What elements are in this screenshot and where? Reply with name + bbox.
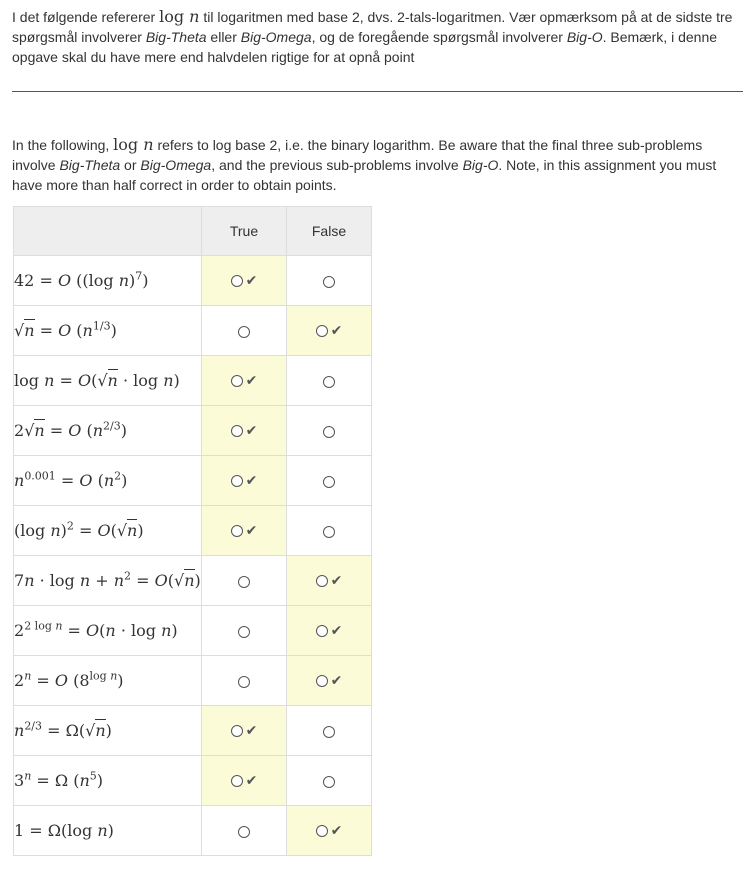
radio-icon[interactable] xyxy=(238,326,250,338)
question-cell xyxy=(14,456,202,506)
radio-icon[interactable] xyxy=(238,676,250,688)
intro-english xyxy=(12,135,737,195)
check-icon: ✔ xyxy=(245,723,258,740)
false-cell[interactable] xyxy=(287,606,372,656)
table-row xyxy=(14,406,372,456)
check-icon: ✔ xyxy=(245,523,258,540)
check-icon: ✔ xyxy=(245,373,258,390)
question-cell xyxy=(14,756,202,806)
true-cell[interactable] xyxy=(202,306,287,356)
true-cell[interactable] xyxy=(202,556,287,606)
table-row xyxy=(14,456,372,506)
intro-danish-text: I det følgende refererer log n til logaritmen med base 2, dvs. 2-tals-logaritmen. Vær opmærksom på at de sidste tre spørgsmål involverer Big-Theta eller Big-Omega, og de foregående spørgsmål involverer Big-O. Bemærk, i denne opgave skal du have mere end halvdelen rigtige for at opnå point xyxy=(12,7,733,65)
question-8-formula: $2^{2 log n} = O(n \cdot \log n)$ xyxy=(14,619,178,640)
table-row xyxy=(14,706,372,756)
radio-icon[interactable] xyxy=(231,375,243,387)
true-cell[interactable] xyxy=(202,456,287,506)
radio-icon[interactable] xyxy=(316,575,328,587)
radio-icon[interactable] xyxy=(323,526,335,538)
radio-icon[interactable] xyxy=(323,376,335,388)
true-cell[interactable] xyxy=(202,656,287,706)
question-4-formula: 2√n = O $(n^{2/3})$ xyxy=(14,419,127,440)
question-6-formula: (log n)$^2$ = O(√n) xyxy=(14,519,144,540)
false-cell[interactable] xyxy=(287,356,372,406)
question-12-formula: 1 = Ω(log n) xyxy=(14,821,114,840)
math-log-n: log n xyxy=(113,135,154,154)
question-5-formula: $n^{0.001} = O$ $(n^2)$ xyxy=(14,469,128,490)
question-9-formula: $2^n = O$ $(8^{log n})$ xyxy=(14,669,124,690)
question-3-formula: log n = O(√n · log n) xyxy=(14,371,180,390)
question-11-formula: $3^n = \Omega$ $(n^5)$ xyxy=(14,769,104,790)
table-row xyxy=(14,306,372,356)
radio-icon[interactable] xyxy=(231,475,243,487)
check-icon: ✔ xyxy=(330,673,343,690)
question-cell xyxy=(14,356,202,406)
true-cell[interactable] xyxy=(202,256,287,306)
false-cell[interactable] xyxy=(287,406,372,456)
false-column-header: False xyxy=(287,207,372,256)
false-cell[interactable] xyxy=(287,256,372,306)
question-column-header xyxy=(14,207,202,256)
question-cell xyxy=(14,256,202,306)
table-row xyxy=(14,606,372,656)
true-cell[interactable] xyxy=(202,756,287,806)
separator xyxy=(12,91,743,92)
question-cell xyxy=(14,506,202,556)
intro-english-text: In the following, log n refers to log base 2, i.e. the binary logarithm. Be aware that the final three sub-problems involve Big-Theta or Big-Omega, and the previous sub-problems involve Big-O. Note, in this assignment you must have more than half correct in order to obtain points. xyxy=(12,135,717,193)
math-log-n: log n xyxy=(159,7,200,26)
table-row xyxy=(14,506,372,556)
false-cell[interactable] xyxy=(287,756,372,806)
false-cell[interactable] xyxy=(287,706,372,756)
table-row xyxy=(14,556,372,606)
radio-icon[interactable] xyxy=(316,625,328,637)
radio-icon[interactable] xyxy=(231,775,243,787)
question-2-formula: √n = O $(n^{1/3})$ xyxy=(14,319,117,340)
true-cell[interactable] xyxy=(202,706,287,756)
false-cell[interactable] xyxy=(287,506,372,556)
table-body xyxy=(14,256,372,856)
question-cell xyxy=(14,306,202,356)
answer-table xyxy=(13,206,372,856)
true-cell[interactable] xyxy=(202,606,287,656)
question-10-formula: $n^{2/3} = \Omega(√n)$ xyxy=(14,719,112,740)
radio-icon[interactable] xyxy=(238,626,250,638)
radio-icon[interactable] xyxy=(316,675,328,687)
true-cell[interactable] xyxy=(202,806,287,856)
true-cell[interactable] xyxy=(202,406,287,456)
question-cell xyxy=(14,806,202,856)
check-icon: ✔ xyxy=(330,573,343,590)
table-row xyxy=(14,256,372,306)
table-row xyxy=(14,356,372,406)
question-7-formula: $7n \cdot \log n + n^2 = O(√n)$ xyxy=(14,569,201,590)
radio-icon[interactable] xyxy=(323,476,335,488)
check-icon: ✔ xyxy=(245,423,258,440)
radio-icon[interactable] xyxy=(231,275,243,287)
question-cell xyxy=(14,656,202,706)
false-cell[interactable] xyxy=(287,306,372,356)
radio-icon[interactable] xyxy=(323,726,335,738)
radio-icon[interactable] xyxy=(323,276,335,288)
false-cell[interactable] xyxy=(287,456,372,506)
check-icon: ✔ xyxy=(330,623,343,640)
check-icon: ✔ xyxy=(245,273,258,290)
question-1-formula: 42 = O ((log n)$^7$) xyxy=(14,269,149,290)
false-cell[interactable] xyxy=(287,806,372,856)
check-icon: ✔ xyxy=(245,773,258,790)
true-column-header: True xyxy=(202,207,287,256)
false-cell[interactable] xyxy=(287,656,372,706)
question-cell xyxy=(14,406,202,456)
radio-icon[interactable] xyxy=(231,525,243,537)
question-cell xyxy=(14,606,202,656)
false-cell[interactable] xyxy=(287,556,372,606)
radio-icon[interactable] xyxy=(231,425,243,437)
question-cell xyxy=(14,556,202,606)
intro-danish xyxy=(12,7,737,67)
radio-icon[interactable] xyxy=(238,576,250,588)
radio-icon[interactable] xyxy=(231,725,243,737)
check-icon: ✔ xyxy=(245,473,258,490)
true-cell[interactable] xyxy=(202,506,287,556)
radio-icon[interactable] xyxy=(316,325,328,337)
radio-icon[interactable] xyxy=(323,426,335,438)
table-row xyxy=(14,806,372,856)
table-row xyxy=(14,756,372,806)
table-header-row xyxy=(14,207,372,256)
check-icon: ✔ xyxy=(330,823,343,840)
question-cell xyxy=(14,706,202,756)
radio-icon[interactable] xyxy=(316,825,328,837)
true-cell[interactable] xyxy=(202,356,287,406)
table-row xyxy=(14,656,372,706)
radio-icon[interactable] xyxy=(323,776,335,788)
radio-icon[interactable] xyxy=(238,826,250,838)
check-icon: ✔ xyxy=(330,323,343,340)
